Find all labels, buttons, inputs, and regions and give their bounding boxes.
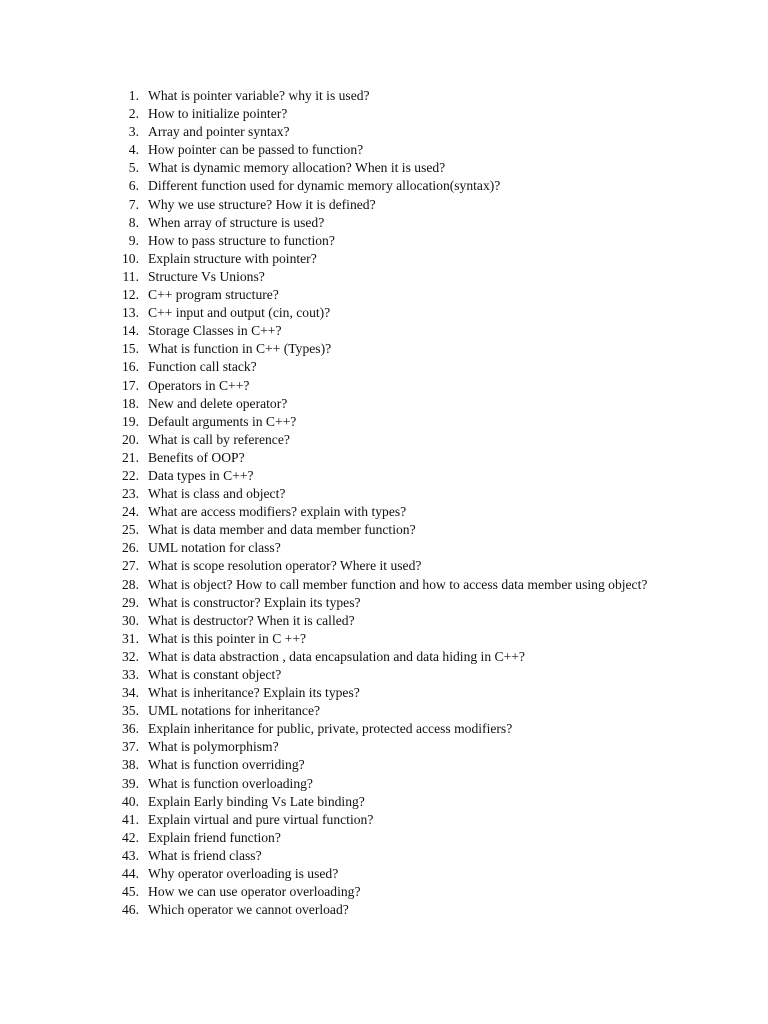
list-item <box>110 395 647 413</box>
list-item <box>110 413 647 431</box>
question-number: 33. <box>122 667 139 682</box>
question-number: 39. <box>122 775 139 791</box>
question-number: 41. <box>122 811 139 827</box>
question-text: Explain Early binding Vs Late binding? <box>148 793 365 809</box>
list-item <box>110 232 647 250</box>
question-number: 36. <box>122 721 139 737</box>
question-text: What is friend class? <box>148 847 262 863</box>
list-item <box>110 829 647 847</box>
list-item <box>110 648 647 666</box>
question-number: 2. <box>128 106 139 122</box>
question-number: 25. <box>122 522 139 538</box>
list-item <box>110 811 647 829</box>
list-item <box>110 612 647 630</box>
question-text: C++ input and output (cin, cout)? <box>148 305 331 321</box>
list-item <box>110 304 647 322</box>
question-number: 43. <box>122 847 139 863</box>
question-text: How to pass structure to function? <box>148 232 335 248</box>
list-item <box>110 141 647 159</box>
list-item <box>110 901 647 919</box>
question-text: What is pointer variable? why it is used? <box>148 88 370 103</box>
question-text: Function call stack? <box>148 359 257 375</box>
question-number: 31. <box>122 630 139 646</box>
question-number: 44. <box>122 866 139 882</box>
question-number: 15. <box>122 341 139 357</box>
question-text: Different function used for dynamic memory allocation(syntax)? <box>148 178 501 194</box>
question-text: Data types in C++? <box>148 467 254 483</box>
question-text: Operators in C++? <box>148 377 250 393</box>
question-text: New and delete operator? <box>148 395 288 411</box>
question-number: 8. <box>128 214 139 230</box>
question-number: 21. <box>122 449 139 465</box>
list-item <box>110 322 647 340</box>
question-text: Why operator overloading is used? <box>148 866 339 882</box>
list-item <box>110 666 647 684</box>
list-item <box>110 865 647 883</box>
question-number: 20. <box>122 431 139 447</box>
question-number: 26. <box>122 540 139 556</box>
list-item <box>110 159 647 177</box>
question-text: What is this pointer in C ++? <box>148 630 307 646</box>
question-text: How pointer can be passed to function? <box>148 142 364 158</box>
question-number: 12. <box>122 287 139 303</box>
list-item <box>110 268 647 286</box>
question-number: 19. <box>122 413 139 429</box>
list-item <box>110 775 647 793</box>
question-number: 34. <box>122 685 139 701</box>
list-item <box>110 105 647 123</box>
list-item <box>110 123 647 141</box>
question-text: Explain inheritance for public, private, protected access modifiers? <box>148 721 513 737</box>
question-text: How to initialize pointer? <box>148 106 288 122</box>
question-text: What is constant object? <box>148 667 282 682</box>
list-item <box>110 793 647 811</box>
question-text: When array of structure is used? <box>148 214 325 230</box>
list-item <box>110 756 647 774</box>
question-text: UML notations for inheritance? <box>148 703 321 719</box>
question-number: 7. <box>128 196 139 212</box>
question-list <box>110 87 647 919</box>
question-text: What is polymorphism? <box>148 739 279 755</box>
question-text: Explain friend function? <box>148 829 281 845</box>
list-item <box>110 594 647 612</box>
question-number: 13. <box>122 305 139 321</box>
question-number: 27. <box>122 558 139 574</box>
question-text: UML notation for class? <box>148 540 281 556</box>
list-item <box>110 847 647 865</box>
question-number: 6. <box>128 178 139 194</box>
question-number: 24. <box>122 504 139 520</box>
question-number: 22. <box>122 467 139 483</box>
question-text: What is data member and data member function? <box>148 522 416 538</box>
question-number: 35. <box>122 703 139 719</box>
list-item <box>110 467 647 485</box>
question-text: What is inheritance? Explain its types? <box>148 685 360 701</box>
question-text: C++ program structure? <box>148 287 279 303</box>
question-number: 42. <box>122 829 139 845</box>
list-item <box>110 87 647 105</box>
question-text: How we can use operator overloading? <box>148 884 361 900</box>
list-item <box>110 684 647 702</box>
list-item <box>110 250 647 268</box>
list-item <box>110 720 647 738</box>
list-item <box>110 377 647 395</box>
question-number: 10. <box>122 250 139 266</box>
question-number: 30. <box>122 612 139 628</box>
question-number: 28. <box>122 576 139 592</box>
list-item <box>110 449 647 467</box>
question-text: What is scope resolution operator? Where it used? <box>148 558 422 574</box>
question-number: 45. <box>122 884 139 900</box>
list-item <box>110 630 647 648</box>
question-text: Structure Vs Unions? <box>148 268 265 284</box>
question-text: Explain virtual and pure virtual function? <box>148 811 374 827</box>
list-item <box>110 576 647 594</box>
question-text: Why we use structure? How it is defined? <box>148 196 376 212</box>
list-item <box>110 557 647 575</box>
question-number: 18. <box>122 395 139 411</box>
list-item <box>110 539 647 557</box>
list-item <box>110 485 647 503</box>
list-item <box>110 521 647 539</box>
question-number: 1. <box>128 88 139 103</box>
list-item <box>110 214 647 232</box>
question-text: What is destructor? When it is called? <box>148 612 355 628</box>
question-text: Benefits of OOP? <box>148 449 245 465</box>
question-number: 46. <box>122 902 139 918</box>
question-text: What is function in C++ (Types)? <box>148 341 332 357</box>
question-number: 16. <box>122 359 139 375</box>
question-number: 5. <box>128 160 139 176</box>
list-item <box>110 286 647 304</box>
question-text: Array and pointer syntax? <box>148 124 290 140</box>
question-text: Default arguments in C++? <box>148 413 297 429</box>
list-item <box>110 503 647 521</box>
question-number: 37. <box>122 739 139 755</box>
question-number: 3. <box>128 124 139 140</box>
question-number: 40. <box>122 793 139 809</box>
question-text: What are access modifiers? explain with types? <box>148 504 407 520</box>
question-number: 32. <box>122 648 139 664</box>
question-number: 14. <box>122 323 139 339</box>
question-number: 11. <box>122 268 139 284</box>
list-item <box>110 340 647 358</box>
question-number: 17. <box>122 377 139 393</box>
question-number: 23. <box>122 486 139 502</box>
question-text: What is object? How to call member function and how to access data member using object? <box>148 576 648 592</box>
question-number: 38. <box>122 757 139 773</box>
question-text: What is constructor? Explain its types? <box>148 594 361 610</box>
list-item <box>110 196 647 214</box>
question-number: 9. <box>128 232 139 248</box>
question-text: What is class and object? <box>148 486 286 502</box>
list-item <box>110 431 647 449</box>
list-item <box>110 883 647 901</box>
list-item <box>110 702 647 720</box>
list-item <box>110 738 647 756</box>
list-item <box>110 177 647 195</box>
question-number: 29. <box>122 594 139 610</box>
question-text: Storage Classes in C++? <box>148 323 282 339</box>
question-text: Explain structure with pointer? <box>148 250 317 266</box>
question-text: What is dynamic memory allocation? When it is used? <box>148 160 446 176</box>
question-text: What is data abstraction , data encapsulation and data hiding in C++? <box>148 648 525 664</box>
question-text: What is call by reference? <box>148 431 290 447</box>
question-text: What is function overloading? <box>148 775 313 791</box>
question-number: 4. <box>128 142 139 158</box>
list-item <box>110 358 647 376</box>
question-text: What is function overriding? <box>148 757 305 773</box>
question-text: Which operator we cannot overload? <box>148 902 349 918</box>
